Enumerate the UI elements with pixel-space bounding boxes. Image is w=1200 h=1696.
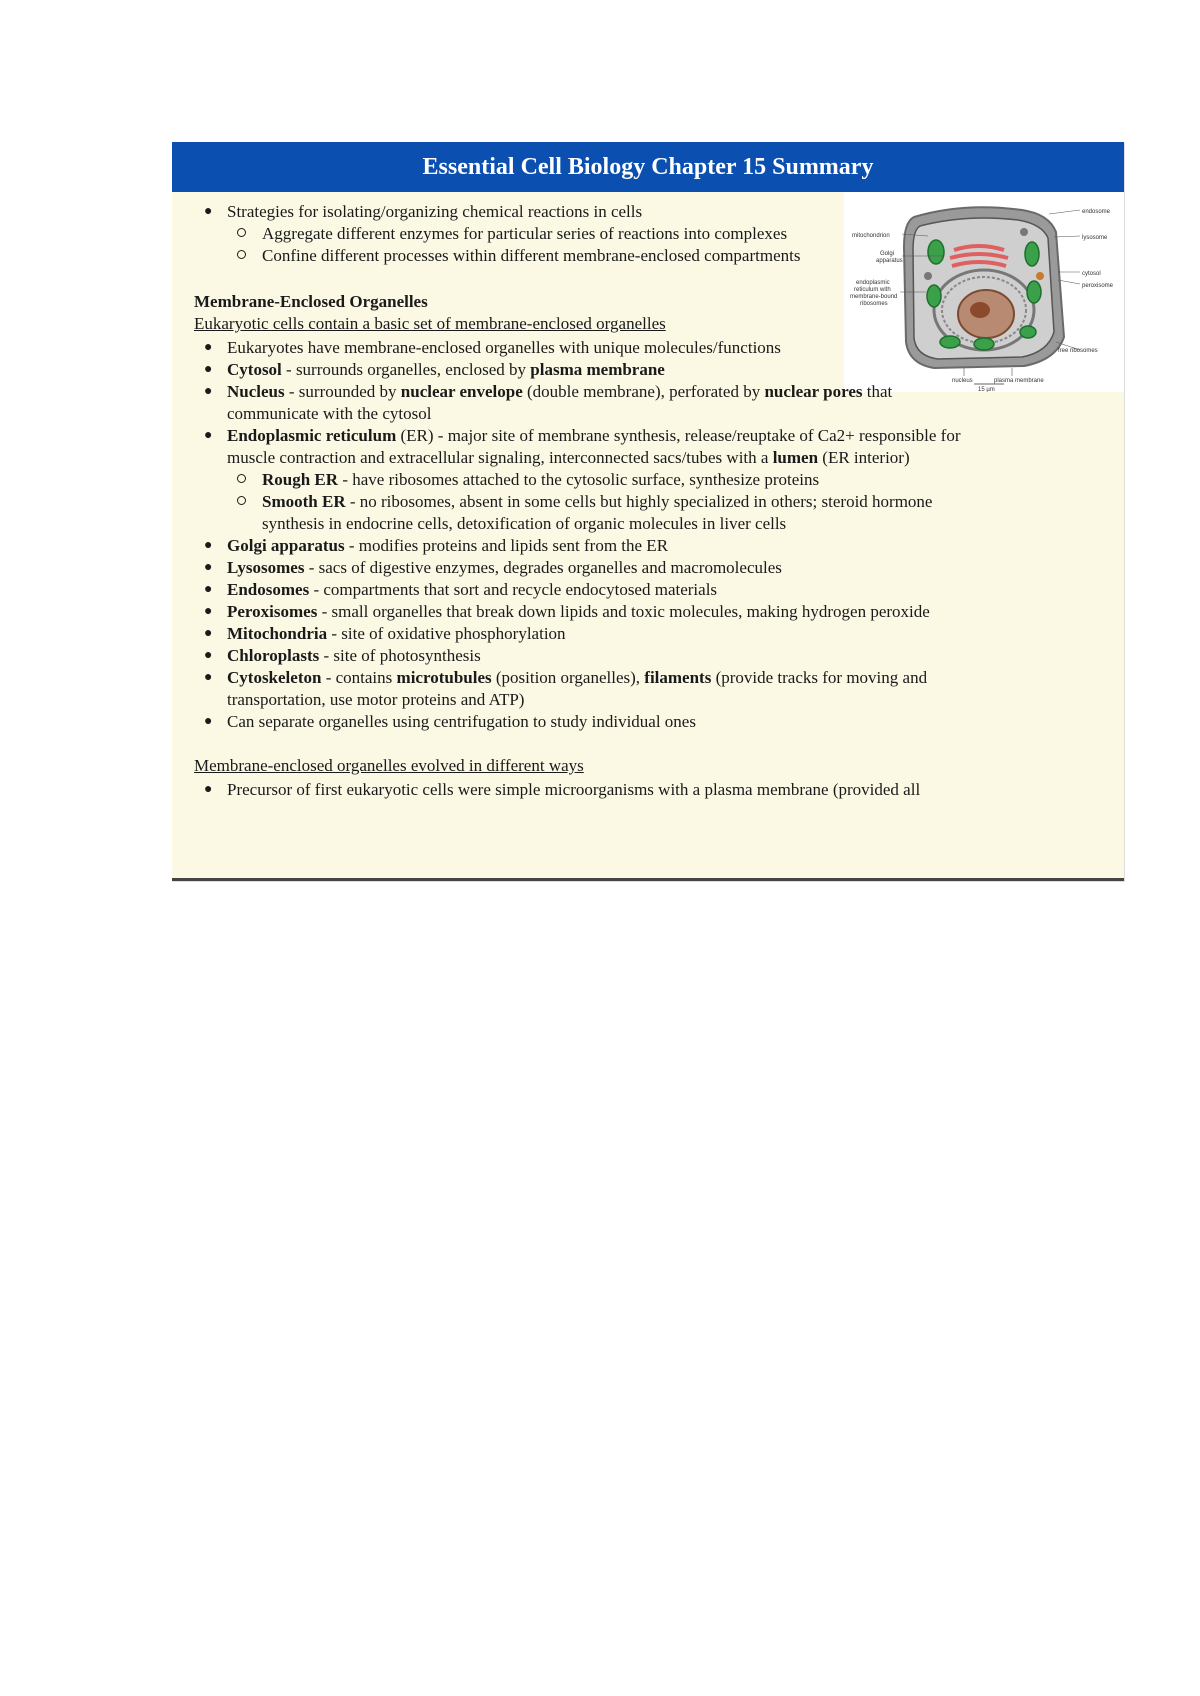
term: Cytosol — [227, 360, 282, 379]
sub-bullet — [237, 496, 246, 505]
item-peroxisomes — [227, 602, 930, 622]
label-peroxisome: peroxisome — [1082, 283, 1114, 289]
term: filaments — [644, 668, 712, 687]
term: Smooth ER — [262, 492, 346, 511]
bullet-dot: ● — [204, 626, 213, 641]
item-cytoskeleton — [227, 668, 927, 688]
desc: - compartments that sort and recycle endocytosed materials — [309, 580, 718, 599]
item-er — [227, 426, 961, 446]
term: Mitochondria — [227, 624, 328, 643]
item-cytosol — [227, 360, 665, 380]
bullet-dot: ● — [204, 538, 213, 553]
desc: - site of oxidative phosphorylation — [327, 624, 566, 643]
sub-bullet — [237, 474, 246, 483]
label-golgi-2: apparatus — [876, 258, 903, 264]
bullet-dot: ● — [204, 340, 213, 355]
label-mitochondrion: mitochondrion — [852, 233, 890, 239]
desc: - contains — [321, 668, 397, 687]
desc: muscle contraction and extracellular signaling, interconnected sacs/tubes with a — [227, 448, 773, 467]
sub-bullet — [237, 228, 246, 237]
desc: - no ribosomes, absent in some cells but highly specialized in others; steroid hormone — [345, 492, 933, 511]
term: nuclear pores — [764, 382, 863, 401]
term: Endoplasmic reticulum — [227, 426, 397, 445]
term: nuclear envelope — [400, 382, 523, 401]
item-eukaryotes: Eukaryotes have membrane-enclosed organelles with unique molecules/functions — [227, 338, 781, 357]
term: Endosomes — [227, 580, 310, 599]
item-er-cont — [227, 448, 910, 468]
item-golgi — [227, 536, 668, 556]
bullet-dot: ● — [204, 560, 213, 575]
term: Lysosomes — [227, 558, 305, 577]
label-er-3: membrane-bound — [850, 294, 898, 300]
desc: - site of photosynthesis — [319, 646, 481, 665]
bullet-dot: ● — [204, 204, 213, 219]
desc: (position organelles), — [491, 668, 645, 687]
bullet-dot: ● — [204, 648, 213, 663]
item-mitochondria — [227, 624, 566, 644]
bullet-dot: ● — [204, 714, 213, 729]
intro-main: Strategies for isolating/organizing chemical reactions in cells — [227, 202, 643, 221]
item-lysosomes — [227, 558, 782, 578]
label-lysosome: lysosome — [1082, 235, 1108, 241]
label-er-1: endoplasmic — [856, 280, 890, 286]
term: plasma membrane — [530, 360, 665, 379]
label-free-ribosomes: free ribosomes — [1058, 348, 1098, 354]
summary-card — [172, 142, 1124, 881]
term: Rough ER — [262, 470, 339, 489]
desc: (ER interior) — [818, 448, 910, 467]
label-nucleus: nucleus — [952, 378, 973, 384]
section-subheading: Eukaryotic cells contain a basic set of membrane-enclosed organelles — [194, 314, 666, 333]
section2-subheading: Membrane-enclosed organelles evolved in different ways — [194, 756, 584, 775]
page-title: Essential Cell Biology Chapter 15 Summary — [172, 142, 1124, 192]
label-er-4: ribosomes — [860, 301, 888, 307]
label-golgi-1: Golgi — [880, 251, 895, 257]
item-endosomes — [227, 580, 717, 600]
item-chloroplasts — [227, 646, 481, 666]
intro-sub-2: Confine different processes within different membrane-enclosed compartments — [262, 246, 801, 265]
intro-sub-1: Aggregate different enzymes for particular series of reactions into complexes — [262, 224, 788, 243]
item-smooth-er-cont: synthesis in endocrine cells, detoxification of organic molecules in liver cells — [262, 514, 787, 533]
label-endosome: endosome — [1082, 209, 1111, 215]
label-plasma-membrane: plasma membrane — [994, 378, 1044, 384]
term: Nucleus — [227, 382, 285, 401]
desc: that — [862, 382, 893, 401]
bullet-dot: ● — [204, 604, 213, 619]
bullet-dot: ● — [204, 384, 213, 399]
term: Peroxisomes — [227, 602, 318, 621]
desc: (double membrane), perforated by — [522, 382, 765, 401]
term: Cytoskeleton — [227, 668, 322, 687]
desc: (provide tracks for moving and — [711, 668, 928, 687]
label-er-2: reticulum with — [854, 287, 891, 293]
bullet-dot: ● — [204, 782, 213, 797]
summary-content — [172, 192, 1124, 878]
desc: - modifies proteins and lipids sent from the ER — [344, 536, 669, 555]
sub-bullet — [237, 250, 246, 259]
cell-diagram-figure — [844, 192, 1124, 392]
bullet-dot: ● — [204, 670, 213, 685]
desc: - small organelles that break down lipids and toxic molecules, making hydrogen peroxide — [317, 602, 930, 621]
item-cytoskeleton-cont: transportation, use motor proteins and ATP) — [227, 690, 525, 709]
item-smooth-er — [262, 492, 932, 512]
desc: - surrounded by — [284, 382, 401, 401]
term: Chloroplasts — [227, 646, 320, 665]
item-nucleus-cont: communicate with the cytosol — [227, 404, 432, 423]
term: microtubules — [396, 668, 492, 687]
term: Golgi apparatus — [227, 536, 345, 555]
term: lumen — [772, 448, 819, 467]
desc: - surrounds organelles, enclosed by — [281, 360, 531, 379]
label-scale: 15 µm — [978, 387, 995, 392]
label-cytosol: cytosol — [1082, 271, 1101, 277]
section-heading: Membrane-Enclosed Organelles — [194, 292, 428, 311]
desc: - have ribosomes attached to the cytosolic surface, synthesize proteins — [338, 470, 820, 489]
bullet-dot: ● — [204, 428, 213, 443]
item-precursor: Precursor of first eukaryotic cells were simple microorganisms with a plasma membrane (provided all — [227, 780, 921, 799]
cell-diagram — [844, 192, 1124, 392]
desc: (ER) - major site of membrane synthesis, release/reuptake of Ca2+ responsible for — [396, 426, 961, 445]
item-centrifugation: Can separate organelles using centrifugation to study individual ones — [227, 712, 696, 731]
nucleolus-shape — [970, 302, 990, 318]
desc: - sacs of digestive enzymes, degrades organelles and macromolecules — [304, 558, 782, 577]
bullet-dot: ● — [204, 362, 213, 377]
item-rough-er — [262, 470, 819, 490]
bullet-dot: ● — [204, 582, 213, 597]
item-nucleus — [227, 382, 892, 402]
